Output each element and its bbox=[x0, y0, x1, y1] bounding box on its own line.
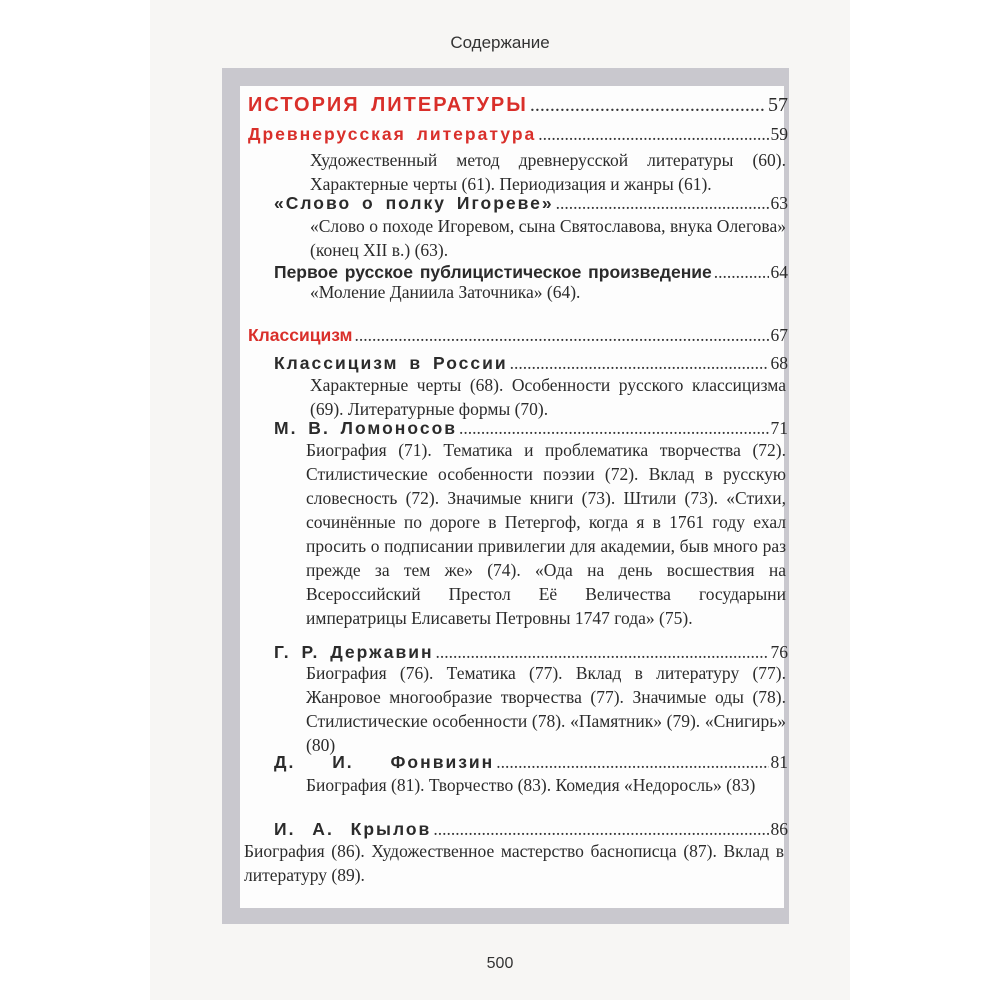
leader-dots bbox=[556, 191, 769, 215]
toc-page-number: 76 bbox=[770, 642, 788, 662]
toc-entry-title: Г. Р. Державин bbox=[274, 642, 434, 662]
toc-entry-lomonosov[interactable] bbox=[274, 416, 788, 440]
toc-entry-title: Классицизм bbox=[248, 325, 353, 345]
leader-dots bbox=[459, 416, 768, 440]
leader-dots bbox=[538, 122, 768, 146]
page-number: 500 bbox=[486, 955, 514, 972]
toc-entry-classicism-russia[interactable] bbox=[274, 351, 788, 375]
toc-entry-description: «Слово о походе Игоревом, сына Святославова, внука Олегова» (конец XII в.) (63). bbox=[310, 216, 786, 260]
toc-entry-title: «Слово о полку Игореве» bbox=[274, 193, 554, 213]
toc-entry-description: Биография (86). Художественное мастерство баснописца (87). Вклад в литературу (89). bbox=[244, 841, 784, 885]
leader-dots bbox=[433, 817, 768, 841]
toc-entry-title: И. А. Крылов bbox=[274, 819, 432, 839]
toc-entry-description: Биография (76). Тематика (77). Вклад в литературу (77). Жанровое многообразие творчества (77). Значимые оды (78). Стилистические особенности (78). «Памятник» (79). «Снигирь» (80) bbox=[306, 663, 786, 755]
toc-entry-title: Классицизм в России bbox=[274, 353, 508, 373]
toc-entry-description: Биография (71). Тематика и проблематика творчества (72). Стилистические особенности поэзии (72). Вклад в русскую словесность (72). Значимые книги (73). Штили (73). «Стихи, сочинённые по дороге в Петергоф, когда я в 1761 году ехал просить о подписании привилегии для академии, быв много раз прежде за тем же» (74). «Ода на день восшествия на Всероссийский Престол Её Величества государыни императрицы Елисаветы Петровны 1747 года» (75). bbox=[306, 440, 786, 628]
toc-page-number: 86 bbox=[770, 819, 788, 839]
toc-entry-title: Древнерусская литература bbox=[248, 124, 537, 144]
toc-page-number: 59 bbox=[770, 124, 788, 144]
toc-entry-description: Художественный метод древнерусской литературы (60). Характерные черты (61). Периодизация и жанры (61). bbox=[310, 150, 786, 194]
toc-entry-description: Биография (81). Творчество (83). Комедия «Недоросль» (83) bbox=[306, 775, 756, 795]
toc-entry-description: Характерные черты (68). Особенности русского классицизма (69). Литературные формы (70). bbox=[310, 375, 786, 419]
toc-page-number: 64 bbox=[770, 262, 788, 282]
toc-entry-title: ИСТОРИЯ ЛИТЕРАТУРЫ bbox=[248, 94, 528, 116]
toc-entry-igor[interactable] bbox=[274, 191, 788, 215]
toc-entry-fonvizin[interactable] bbox=[274, 750, 788, 774]
leader-dots bbox=[530, 93, 766, 117]
toc-entry-description: «Моление Даниила Заточника» (64). bbox=[310, 282, 581, 302]
toc-page-number: 67 bbox=[770, 325, 788, 345]
toc-entry-title: Д. И. Фонвизин bbox=[274, 752, 495, 772]
leader-dots bbox=[354, 323, 768, 347]
toc-page-number: 63 bbox=[770, 193, 788, 213]
toc-entry-classicism[interactable] bbox=[248, 323, 788, 347]
toc-page-number: 81 bbox=[770, 752, 788, 772]
toc-entry-krylov[interactable] bbox=[274, 817, 788, 841]
leader-dots bbox=[510, 351, 769, 375]
toc-entry-title: М. В. Ломоносов bbox=[274, 418, 458, 438]
toc-entry-title: Первое русское публицистическое произведение bbox=[274, 262, 712, 282]
toc-page-number: 57 bbox=[768, 94, 788, 116]
leader-dots bbox=[496, 750, 768, 774]
toc-entry-old-russian[interactable] bbox=[248, 122, 788, 146]
toc-entry-history[interactable] bbox=[248, 93, 788, 117]
toc-page-number: 71 bbox=[770, 418, 788, 438]
running-head: Содержание bbox=[450, 33, 550, 52]
toc-page-number: 68 bbox=[770, 353, 788, 373]
